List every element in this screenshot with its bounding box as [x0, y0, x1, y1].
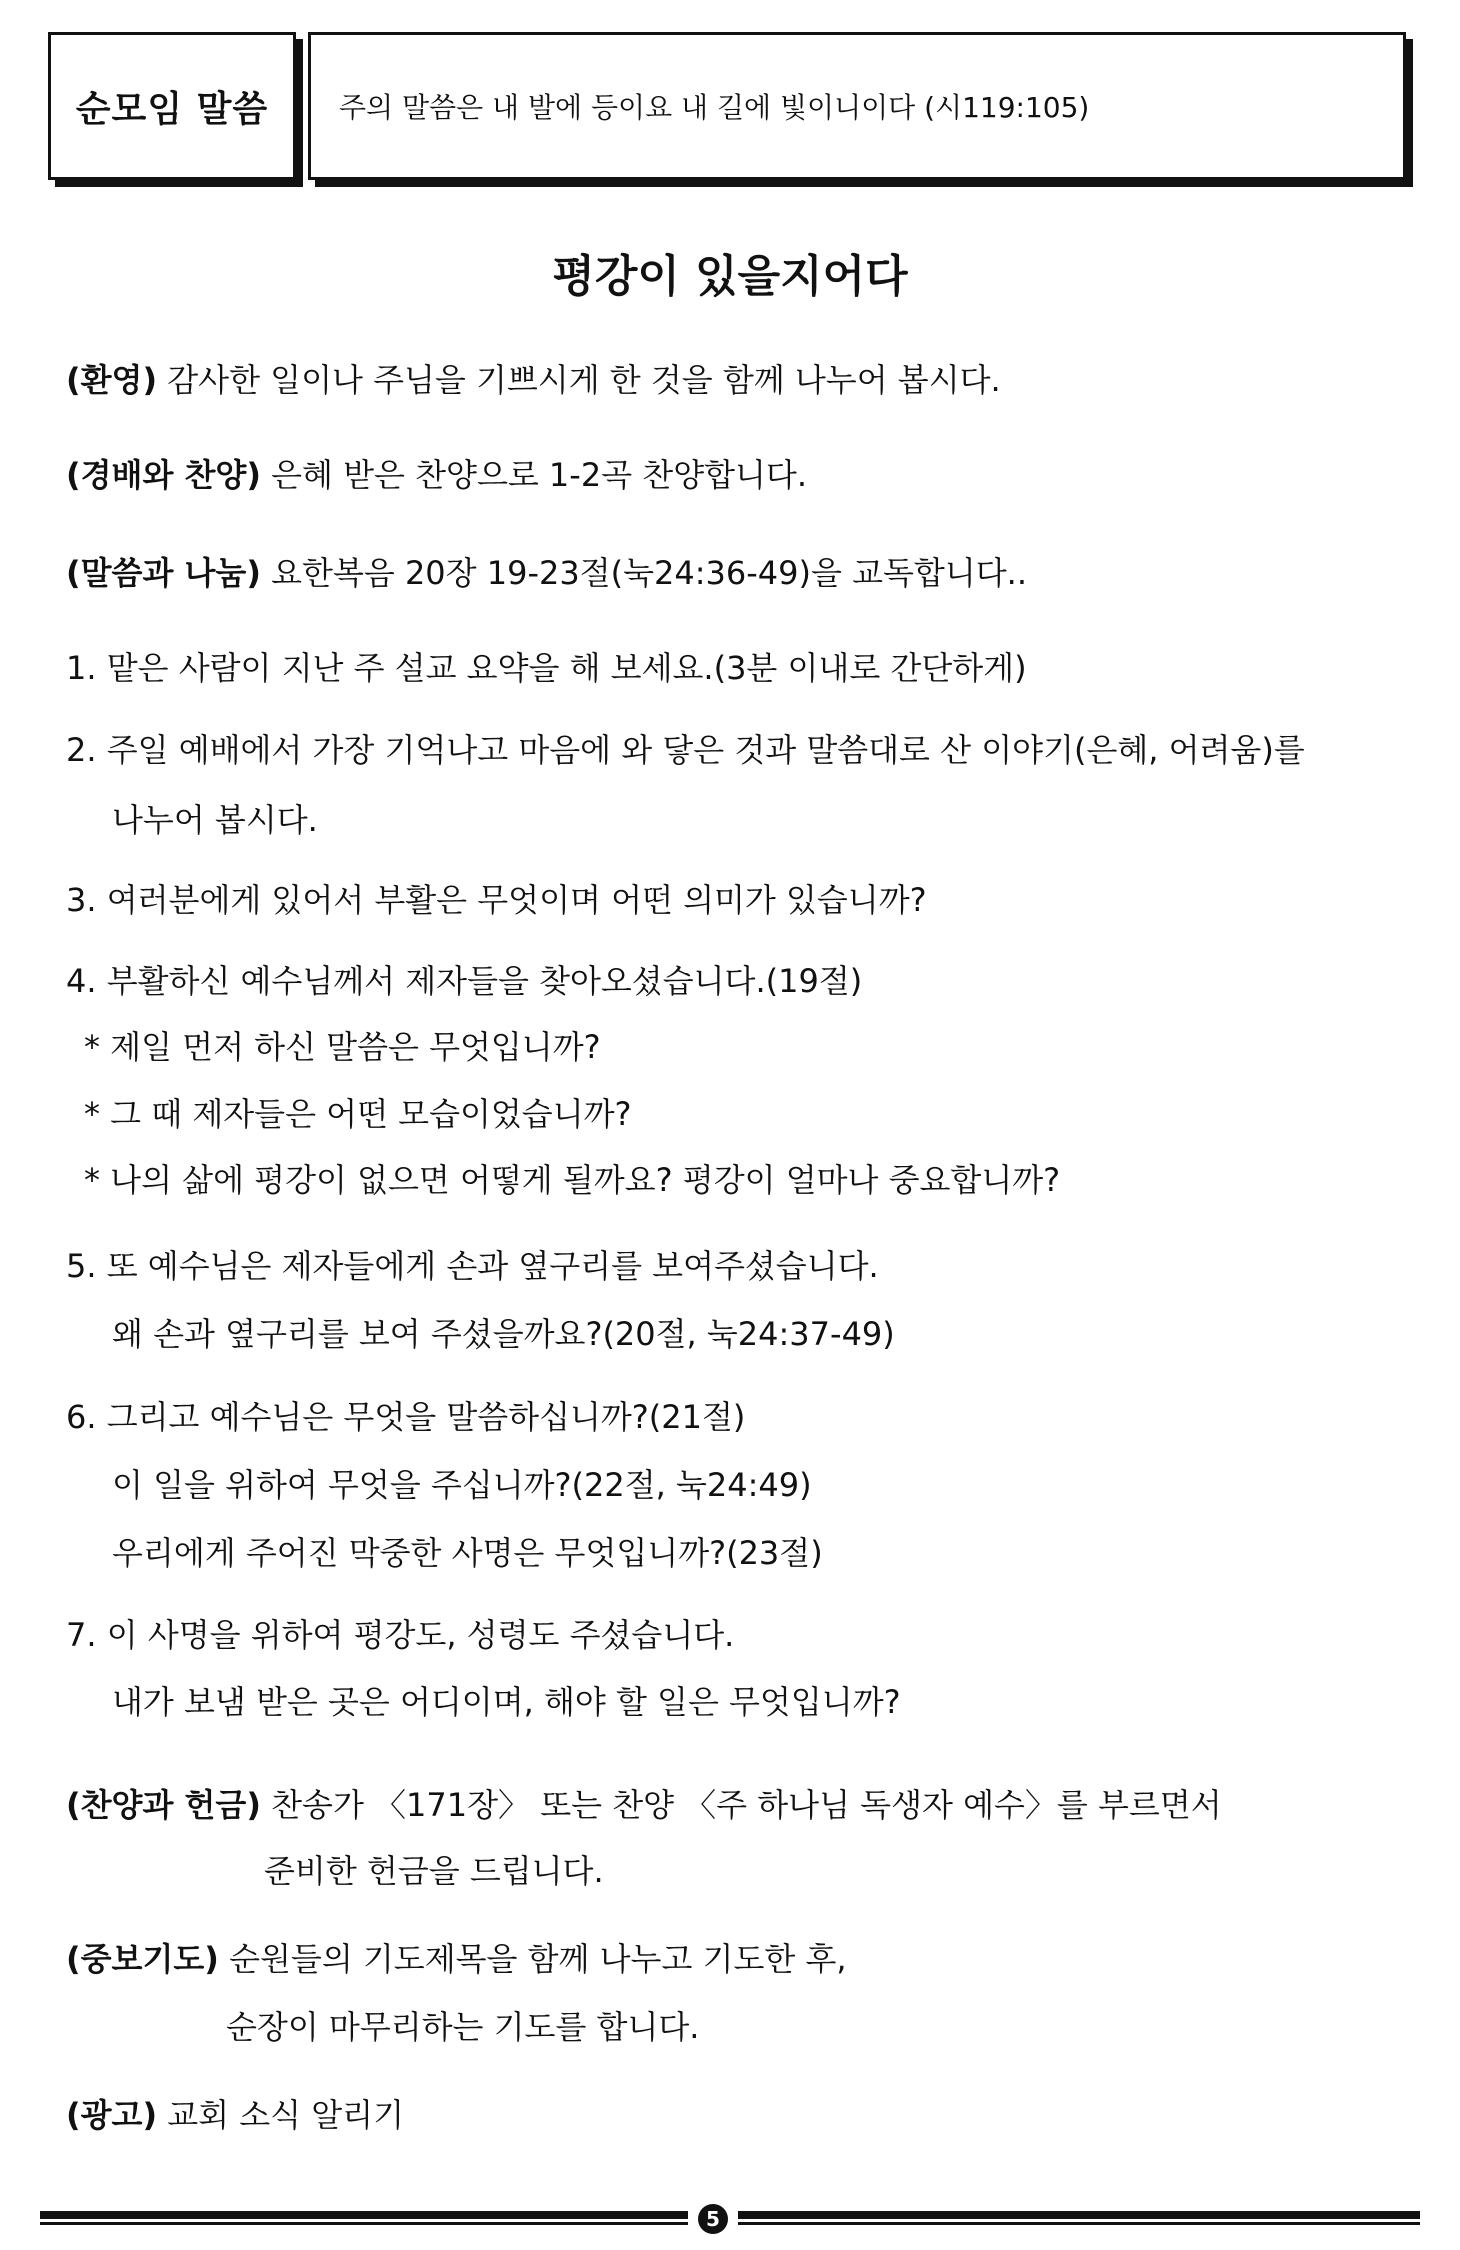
offering-text-cont: 준비한 헌금을 드립니다.	[264, 1852, 604, 1890]
footer	[40, 2206, 1420, 2230]
question-7-cont: 내가 보냄 받은 곳은 어디이며, 해야 할 일은 무엇입니까?	[112, 1683, 901, 1721]
question-4-sub-1: * 제일 먼저 하신 말씀은 무엇입니까?	[84, 1028, 601, 1066]
question-4-sub-3: * 나의 삶에 평강이 없으면 어떻게 될까요? 평강이 얼마나 중요합니까?	[84, 1161, 1061, 1199]
question-6-cont-2: 우리에게 주어진 막중한 사명은 무엇입니까?(23절)	[112, 1534, 823, 1572]
question-3: 3. 여러분에게 있어서 부활은 무엇이며 어떤 의미가 있습니까?	[66, 881, 927, 919]
welcome-paragraph	[66, 357, 1001, 403]
footer-rule-right	[738, 2206, 1420, 2230]
worship-paragraph	[66, 452, 807, 498]
question-1: 1. 맡은 사람이 지난 주 설교 요약을 해 보세요.(3분 이내로 간단하게)	[66, 649, 1027, 687]
page-number: 5	[698, 2204, 728, 2234]
question-2: 2. 주일 예배에서 가장 기억나고 마음에 와 닿은 것과 말씀대로 산 이야기(은혜, 어려움)를	[66, 731, 1305, 769]
question-5: 5. 또 예수님은 제자들에게 손과 옆구리를 보여주셨습니다.	[66, 1247, 879, 1285]
section-label-box	[48, 32, 296, 180]
welcome-label: (환영)	[66, 361, 158, 399]
footer-rule-left	[40, 2206, 688, 2230]
prayer-text-cont: 순장이 마무리하는 기도를 합니다.	[226, 2008, 700, 2046]
welcome-text: 감사한 일이나 주님을 기쁘시게 한 것을 함께 나누어 봅시다.	[157, 361, 1001, 399]
worship-label: (경배와 찬양)	[66, 456, 261, 494]
prayer-label: (중보기도)	[66, 1940, 219, 1978]
question-6-cont-1: 이 일을 위하여 무엇을 주십니까?(22절, 눅24:49)	[112, 1466, 812, 1504]
word-text: 요한복음 20장 19-23절(눅24:36-49)을 교독합니다..	[260, 554, 1027, 592]
notice-text: 교회 소식 알리기	[157, 2096, 404, 2134]
page-title: 평강이 있을지어다	[552, 251, 908, 302]
prayer-text: 순원들의 기도제목을 함께 나누고 기도한 후,	[218, 1940, 847, 1978]
word-paragraph	[66, 550, 1027, 596]
notice-paragraph	[66, 2092, 404, 2138]
prayer-paragraph	[66, 1936, 847, 1982]
question-6: 6. 그리고 예수님은 무엇을 말씀하십니까?(21절)	[66, 1398, 746, 1436]
question-5-cont: 왜 손과 옆구리를 보여 주셨을까요?(20절, 눅24:37-49)	[112, 1315, 895, 1353]
question-4-sub-2: * 그 때 제자들은 어떤 모습이었습니까?	[84, 1095, 632, 1133]
notice-label: (광고)	[66, 2096, 158, 2134]
offering-label: (찬양과 헌금)	[66, 1786, 261, 1824]
question-4: 4. 부활하신 예수님께서 제자들을 찾아오셨습니다.(19절)	[66, 962, 863, 1000]
word-label: (말씀과 나눔)	[66, 554, 261, 592]
question-7: 7. 이 사명을 위하여 평강도, 성령도 주셨습니다.	[66, 1616, 735, 1654]
offering-text: 찬송가 〈171장〉 또는 찬양 〈주 하나님 독생자 예수〉를 부르면서	[260, 1786, 1222, 1824]
question-2-cont: 나누어 봅시다.	[112, 801, 318, 839]
theme-verse: 주의 말씀은 내 발에 등이요 내 길에 빛이니이다 (시119:105)	[339, 91, 1090, 124]
section-label: 순모임 말씀	[75, 88, 269, 130]
offering-paragraph	[66, 1782, 1222, 1828]
verse-box	[308, 32, 1406, 180]
worship-text: 은혜 받은 찬양으로 1-2곡 찬양합니다.	[260, 456, 808, 494]
